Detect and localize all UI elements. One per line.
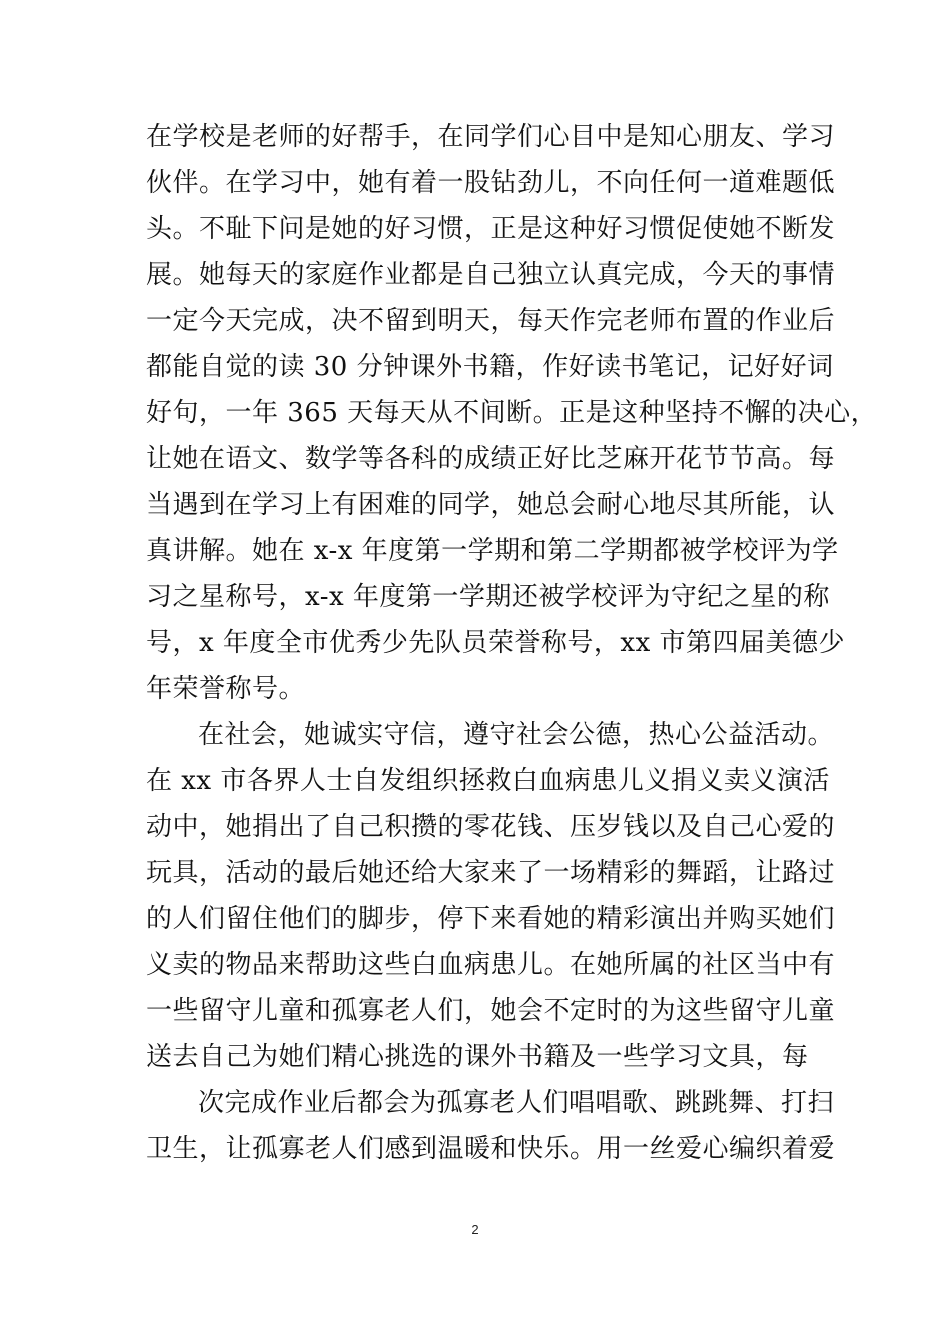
text-line: 都能自觉的读 30 分钟课外书籍，作好读书笔记，记好好词: [146, 352, 834, 382]
text-line: 习之星称号，x-x 年度第一学期还被学校评为守纪之星的称: [146, 582, 830, 612]
text-line: 的人们留住他们的脚步，停下来看她的精彩演出并购买她们: [146, 904, 836, 934]
text-line: 卫生，让孤寡老人们感到温暖和快乐。用一丝爱心编织着爱: [146, 1134, 836, 1164]
text-line: 号，x 年度全市优秀少先队员荣誉称号，xx 市第四届美德少: [146, 628, 846, 658]
text-line: 伙伴。在学习中，她有着一股钻劲儿，不向任何一道难题低: [146, 168, 836, 198]
text-line: 让她在语文、数学等各科的成绩正好比芝麻开花节节高。每: [146, 444, 836, 474]
text-line: 真讲解。她在 x-x 年度第一学期和第二学期都被学校评为学: [146, 536, 839, 566]
document-body: [146, 114, 878, 1172]
text-line: 玩具，活动的最后她还给大家来了一场精彩的舞蹈，让路过: [146, 858, 836, 888]
text-line: 动中，她捐出了自己积攒的零花钱、压岁钱以及自己心爱的: [146, 812, 836, 842]
text-line: 在学校是老师的好帮手，在同学们心目中是知心朋友、学习: [146, 122, 836, 152]
text-line: 一些留守儿童和孤寡老人们，她会不定时的为这些留守儿童: [146, 996, 836, 1026]
text-line: 展。她每天的家庭作业都是自己独立认真完成，今天的事情: [146, 260, 836, 290]
page-number: 2: [471, 1222, 479, 1237]
text-line: 次完成作业后都会为孤寡老人们唱唱歌、跳跳舞、打扫: [198, 1088, 835, 1118]
text-line: 在社会，她诚实守信，遵守社会公德，热心公益活动。: [198, 720, 835, 750]
text-line: 年荣誉称号。: [146, 674, 306, 704]
text-line: 一定今天完成，决不留到明天，每天作完老师布置的作业后: [146, 306, 836, 336]
text-line: 送去自己为她们精心挑选的课外书籍及一些学习文具，每: [146, 1042, 809, 1072]
text-line: 当遇到在学习上有困难的同学，她总会耐心地尽其所能，认: [146, 490, 836, 520]
text-line: 在 xx 市各界人士自发组织拯救白血病患儿义捐义卖义演活: [146, 766, 830, 796]
text-line: 义卖的物品来帮助这些白血病患儿。在她所属的社区当中有: [146, 950, 836, 980]
text-line: 好句，一年 365 天每天从不间断。正是这种坚持不懈的决心，: [146, 398, 878, 428]
text-line: 头。不耻下问是她的好习惯，正是这种好习惯促使她不断发: [146, 214, 836, 244]
